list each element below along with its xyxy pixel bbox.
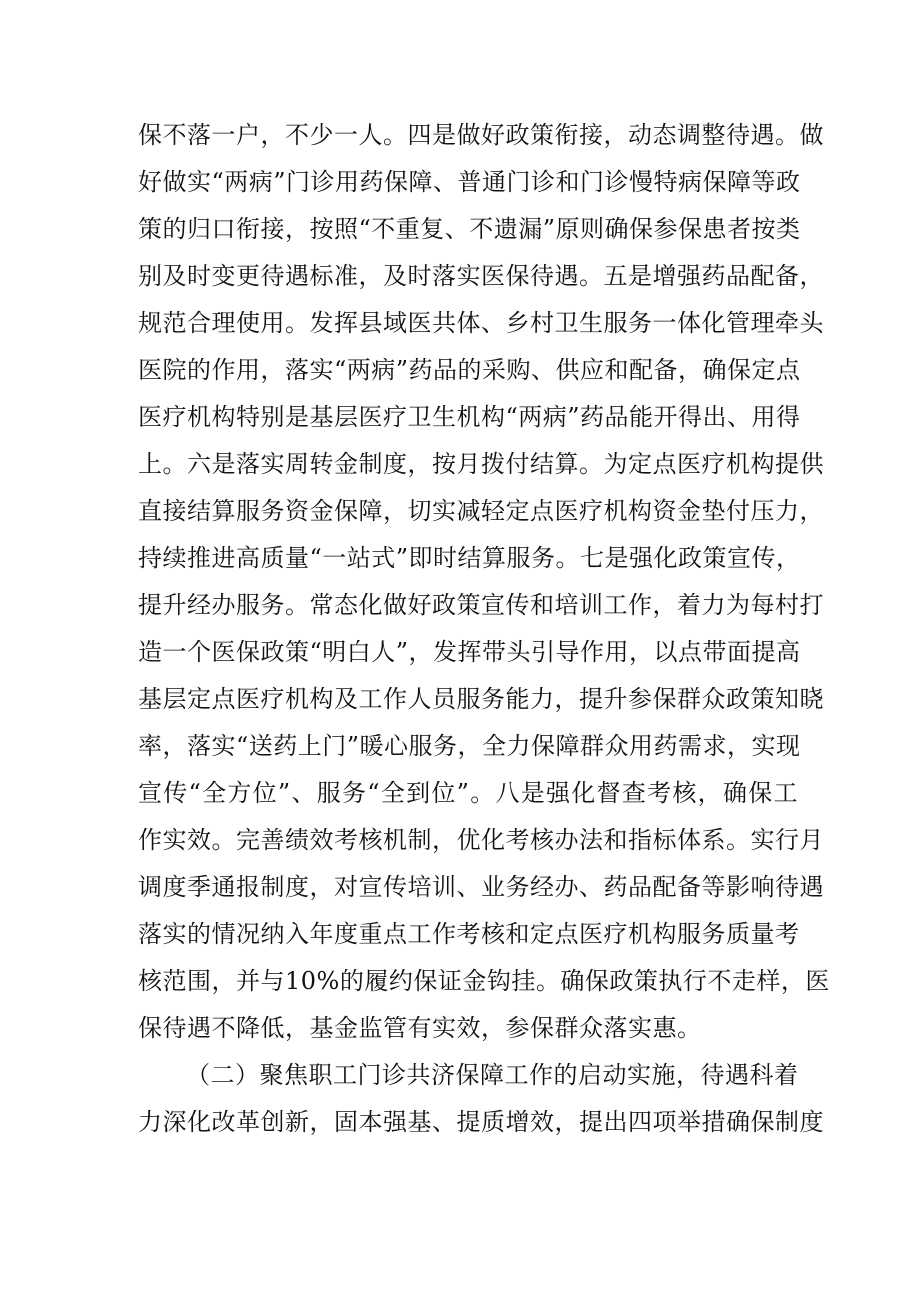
paragraph-line: 造一个医保政策“明白人”，发挥带头引导作用，以点带面提高 bbox=[138, 638, 801, 666]
paragraph-line: 提升经办服务。常态化做好政策宣传和培训工作，着力为每村打 bbox=[138, 591, 824, 619]
paragraph-line: 保不落一户，不少一人。四是做好政策衔接，动态调整待遇。做 bbox=[138, 121, 824, 149]
paragraph-line: 医院的作用，落实“两病”药品的采购、供应和配备，确保定点 bbox=[138, 356, 801, 384]
paragraph-line: 医疗机构特别是基层医疗卫生机构“两病”药品能开得出、用得 bbox=[138, 403, 801, 431]
paragraph-line: 别及时变更待遇标准，及时落实医保待遇。五是增强药品配备， bbox=[138, 262, 824, 290]
paragraph-line: 基层定点医疗机构及工作人员服务能力，提升参保群众政策知晓 bbox=[138, 685, 824, 713]
section-heading-line: （二）聚焦职工门诊共济保障工作的启动实施，待遇科着 bbox=[186, 1061, 799, 1089]
paragraph-line: 好做实“两病”门诊用药保障、普通门诊和门诊慢特病保障等政 bbox=[138, 168, 801, 196]
paragraph-line: 策的归口衔接，按照“不重复、不遗漏”原则确保参保患者按类 bbox=[138, 215, 801, 243]
paragraph-line: 率，落实“送药上门”暖心服务，全力保障群众用药需求，实现 bbox=[138, 732, 801, 760]
paragraph-line: 调度季通报制度，对宣传培训、业务经办、药品配备等影响待遇 bbox=[138, 873, 824, 901]
paragraph-line: 宣传“全方位”、服务“全到位”。八是强化督查考核，确保工 bbox=[138, 779, 798, 807]
paragraph-line: 上。六是落实周转金制度，按月拨付结算。为定点医疗机构提供 bbox=[138, 450, 824, 478]
paragraph-line: 核范围，并与10%的履约保证金钩挂。确保政策执行不走样，医 bbox=[138, 967, 830, 995]
paragraph-line: 持续推进高质量“一站式”即时结算服务。七是强化政策宣传， bbox=[138, 544, 801, 572]
paragraph-line: 保待遇不降低，基金监管有实效，参保群众落实惠。 bbox=[138, 1014, 702, 1042]
paragraph-line: 直接结算服务资金保障，切实减轻定点医疗机构资金垫付压力， bbox=[138, 497, 824, 525]
paragraph-line: 作实效。完善绩效考核机制，优化考核办法和指标体系。实行月 bbox=[138, 826, 824, 854]
paragraph-line: 规范合理使用。发挥县域医共体、乡村卫生服务一体化管理牵头 bbox=[138, 309, 824, 337]
paragraph-line: 落实的情况纳入年度重点工作考核和定点医疗机构服务质量考 bbox=[138, 920, 800, 948]
paragraph-line: 力深化改革创新，固本强基、提质增效，提出四项举措确保制度 bbox=[138, 1108, 824, 1136]
